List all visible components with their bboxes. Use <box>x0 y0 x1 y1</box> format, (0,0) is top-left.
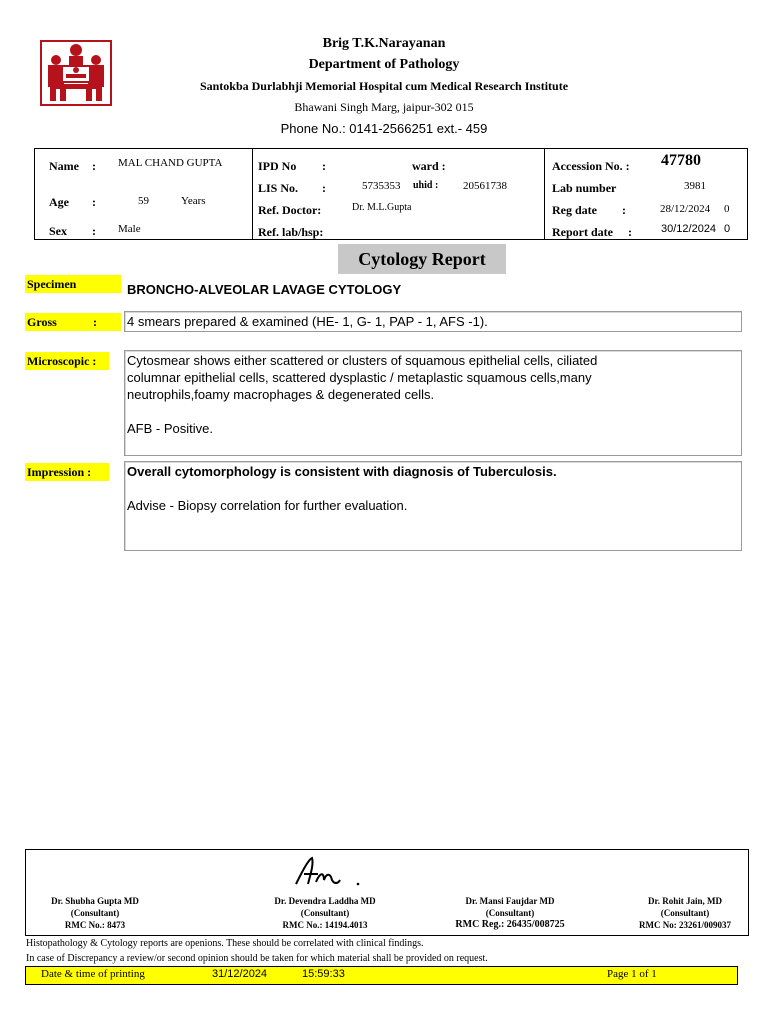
ipd-colon: : <box>322 159 326 173</box>
table-divider <box>252 148 253 240</box>
print-label: Date & time of printing <box>41 968 145 980</box>
age-label: Age <box>49 195 69 209</box>
print-date: 31/12/2024 <box>212 968 268 980</box>
print-info-bar <box>25 966 738 985</box>
header-department: Department of Pathology <box>308 57 460 72</box>
ward-label: ward : <box>412 159 446 173</box>
header-address: Bhawani Singh Marg, jaipur-302 015 <box>294 100 474 114</box>
signatory-2 <box>250 895 400 931</box>
lis-colon: : <box>322 181 326 195</box>
signature-icon <box>290 854 368 890</box>
uhid-value: 20561738 <box>463 180 507 192</box>
name-label: Name <box>49 159 79 173</box>
signatory-role: (Consultant) <box>70 908 120 918</box>
microscopic-line: columnar epithelial cells, scattered dysplastic / metaplastic squamous cells,many <box>127 370 592 385</box>
header-phone: Phone No.: 0141-2566251 ext.- 459 <box>280 121 488 136</box>
signatory-name: Dr. Rohit Jain, MD <box>648 896 722 906</box>
reg-date-value: 28/12/2024 <box>660 203 711 215</box>
report-date-colon: : <box>628 225 632 239</box>
reg-date-colon: : <box>622 203 626 217</box>
accession-value: 47780 <box>661 152 701 169</box>
microscopic-line: Cytosmear shows either scattered or clusters of squamous epithelial cells, ciliated <box>127 353 598 368</box>
uhid-label: uhid : <box>413 180 439 191</box>
table-divider <box>544 148 545 240</box>
reg-date-suffix: 0 <box>724 203 730 215</box>
header-hospital: Santokba Durlabhji Memorial Hospital cum Medical Research Institute <box>199 79 569 93</box>
specimen-label: Specimen <box>25 275 121 293</box>
impression-label: Impression : <box>25 463 109 481</box>
disclaimer-line: In case of Discrepancy a review/or second opinion should be taken for which material shall be provided on request. <box>26 953 488 964</box>
lab-number-label: Lab number <box>552 181 617 195</box>
signatory-name: Dr. Shubha Gupta MD <box>51 896 139 906</box>
report-date-suffix: 0 <box>724 223 731 235</box>
sex-colon: : <box>92 224 96 238</box>
report-title: Cytology Report <box>338 244 506 274</box>
gross-box <box>124 311 742 332</box>
reg-date-label: Reg date <box>552 203 597 217</box>
print-time: 15:59:33 <box>302 968 345 980</box>
sex-label: Sex <box>49 224 67 238</box>
signatory-1 <box>27 895 163 931</box>
gross-colon: : <box>93 315 97 329</box>
gross-text: 4 smears prepared & examined (HE- 1, G- 1, PAP - 1, AFS -1). <box>127 314 488 329</box>
patient-name: MAL CHAND GUPTA <box>118 157 223 169</box>
advise-line: Advise - Biopsy correlation for further evaluation. <box>127 498 408 513</box>
signatory-rmc: RMC No.: 14194.4013 <box>282 920 368 930</box>
age-colon: : <box>92 195 96 209</box>
microscopic-line: neutrophils,foamy macrophages & degenerated cells. <box>127 387 435 402</box>
afb-result: AFB - Positive. <box>127 421 213 436</box>
lab-number-value: 3981 <box>684 180 706 192</box>
page-number: Page 1 of 1 <box>607 968 657 980</box>
microscopic-box <box>124 350 742 456</box>
microscopic-label: Microscopic : <box>25 352 109 370</box>
ref-doctor-label: Ref. Doctor: <box>258 203 322 217</box>
signatory-rmc: RMC Reg.: 26435/008725 <box>455 919 565 930</box>
header-doctor-name: Brig T.K.Narayanan <box>322 36 446 51</box>
impression-line: Overall cytomorphology is consistent with diagnosis of Tuberculosis. <box>127 464 557 479</box>
ipd-label: IPD No <box>258 159 297 173</box>
signatory-name: Dr. Mansi Faujdar MD <box>465 896 555 906</box>
ref-doctor-value: Dr. M.L.Gupta <box>352 202 412 213</box>
lis-value: 5735353 <box>362 180 401 192</box>
specimen-value: BRONCHO-ALVEOLAR LAVAGE CYTOLOGY <box>127 282 402 297</box>
lis-label: LIS No. <box>258 181 299 195</box>
signatory-rmc: RMC No: 23261/009037 <box>639 920 731 930</box>
signatory-rmc: RMC No.: 8473 <box>64 920 126 930</box>
accession-label: Accession No. : <box>552 159 630 173</box>
name-colon: : <box>92 159 96 173</box>
signatory-3 <box>440 895 580 931</box>
patient-age: 59 <box>138 195 149 207</box>
signatory-4 <box>622 895 748 931</box>
gross-label <box>25 313 121 331</box>
signatory-role: (Consultant) <box>485 908 535 918</box>
report-date-value: 30/12/2024 <box>661 223 717 235</box>
age-unit: Years <box>181 195 206 207</box>
ref-lab-label: Ref. lab/hsp: <box>258 225 324 239</box>
signatory-role: (Consultant) <box>660 908 710 918</box>
signature-image <box>290 854 368 890</box>
disclaimer-line: Histopathology & Cytology reports are openions. These should be correlated with clinical findings. <box>26 938 424 949</box>
patient-sex: Male <box>118 223 141 235</box>
gross-label-text: Gross <box>27 315 57 329</box>
impression-box <box>124 461 742 551</box>
signatory-name: Dr. Devendra Laddha MD <box>274 896 376 906</box>
signatory-role: (Consultant) <box>300 908 350 918</box>
report-date-label: Report date <box>552 225 613 239</box>
